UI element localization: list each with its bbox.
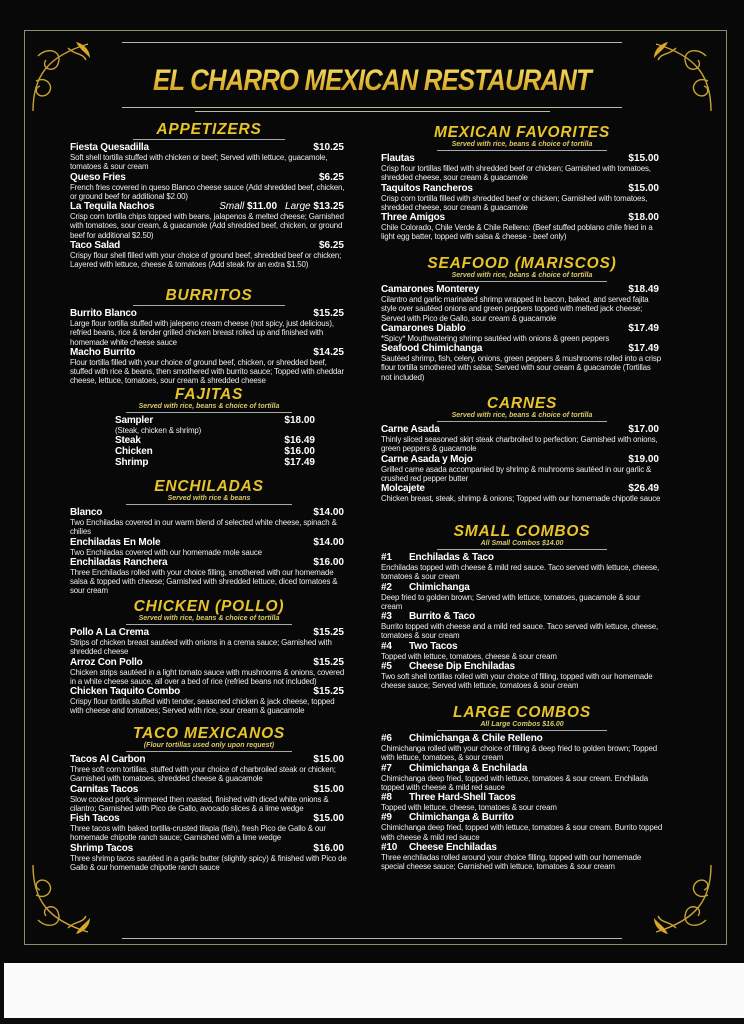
section-large-combos (381, 704, 663, 872)
menu-item (115, 446, 315, 457)
menu-item (381, 323, 663, 343)
item-name-text: Cheese Dip Enchiladas (409, 661, 515, 673)
item-name (381, 284, 663, 295)
section-heading: MEXICAN FAVORITES (433, 124, 611, 141)
item-description: Chimichanga rolled with your choice of filling & deep fried to golden brown; Topped with lettuce, tomatoes, & sour cream (381, 744, 658, 763)
section-heading: CARNES (486, 395, 558, 412)
item-description: Strips of chicken breast sautéed with onions in a crema sauce; Garnished with shredded cheese (70, 638, 332, 657)
section-divider (133, 305, 286, 306)
menu-item (70, 507, 348, 537)
section-subtitle: All Small Combos $14.00 (480, 540, 564, 547)
page-edge (4, 963, 744, 1018)
menu-item (70, 686, 348, 716)
item-price: $14.00 (313, 507, 344, 518)
item-name-text: Burrito & Taco (409, 611, 475, 623)
menu-item (70, 142, 348, 172)
item-description: Sautéed shrimp, fish, celery, onions, green peppers & mushrooms rolled into a crisp flour tortilla smothered with salsa; Served with sour cream & guacamole (Tortillas not included) (381, 354, 661, 382)
item-name (70, 347, 348, 358)
item-price-options (219, 201, 344, 212)
section-subtitle: Served with rice, beans & choice of tortilla (138, 615, 280, 622)
menu-item (381, 153, 663, 183)
menu-item (381, 343, 663, 382)
item-name (381, 454, 663, 465)
section-subtitle: (Flour tortillas used only upon request) (143, 742, 275, 749)
item-description: Enchiladas topped with cheese & mild red sauce. Taco served with lettuce, cheese, tomatoes & sour cream (381, 563, 660, 582)
section-divider (437, 730, 606, 731)
item-description: Two Enchiladas covered in our warm blend of selected white cheese, spinach & chilies (70, 518, 337, 537)
item-name-text: Enchiladas & Taco (409, 552, 494, 563)
section-appetizers (70, 121, 348, 270)
item-name (381, 763, 663, 774)
menu-item (381, 582, 663, 612)
menu-item (381, 212, 663, 242)
menu-item (381, 763, 663, 793)
item-price: $16.49 (284, 435, 315, 447)
item-name-text: Chicken (115, 446, 153, 458)
section-heading: LARGE COMBOS (453, 704, 591, 721)
item-description: (Steak, chicken & shrimp) (115, 426, 202, 435)
section-enchiladas (70, 478, 348, 596)
item-name (70, 240, 348, 251)
menu-item (70, 347, 348, 386)
item-name (381, 661, 663, 672)
menu-item (70, 308, 348, 347)
item-name-text: Shrimp Tacos (70, 842, 133, 854)
menu-item (381, 641, 663, 661)
item-name-text: Fish Tacos (70, 813, 120, 825)
price-large-price: $13.25 (313, 201, 344, 213)
menu-item (70, 557, 348, 596)
item-name (70, 142, 348, 153)
item-name (381, 641, 663, 652)
item-name (381, 343, 663, 354)
menu-item (70, 754, 348, 784)
item-name-text: Blanco (70, 507, 103, 518)
section-subtitle: Served with rice & beans (167, 495, 251, 502)
section-heading: SEAFOOD (MARISCOS) (427, 255, 617, 272)
menu-item (381, 183, 663, 213)
item-name-text: Three Amigos (381, 212, 445, 224)
item-name-text: Chicken Taquito Combo (70, 686, 181, 698)
item-description: Chile Colorado, Chile Verde & Chile Relleno: (Beef stuffed poblano chile fried in a light egg batter, topped with salsa & cheese - beef only) (381, 223, 653, 242)
menu-item (70, 537, 348, 557)
menu-item (70, 172, 348, 202)
item-name-text: Enchiladas En Mole (70, 536, 161, 548)
section-favorites (381, 124, 663, 242)
item-price: $18.49 (628, 284, 659, 295)
item-description: Burrito topped with cheese and a mild red sauce. Taco served with lettuce, cheese, tomatoes & sour cream (381, 622, 659, 641)
combo-number: #4 (381, 640, 392, 652)
item-name (70, 557, 348, 568)
item-name (381, 552, 663, 563)
item-price: $15.00 (628, 182, 659, 194)
section-burritos (70, 287, 348, 386)
item-name-text: Carnitas Tacos (70, 783, 139, 795)
item-price: $15.25 (313, 627, 344, 638)
restaurant-title: EL CHARRO MEXICAN RESTAURANT (52, 64, 692, 98)
combo-number: #5 (381, 661, 392, 673)
item-price: $19.00 (628, 453, 659, 465)
item-name-text: Queso Fries (70, 171, 126, 183)
menu-item (70, 201, 348, 240)
menu-item (381, 842, 663, 872)
section-divider (126, 412, 293, 413)
item-name (70, 627, 348, 638)
section-divider (126, 751, 293, 752)
item-name-text: Carne Asada y Mojo (381, 453, 473, 465)
menu-item (381, 812, 663, 842)
combo-number: #1 (381, 552, 392, 563)
combo-number: #9 (381, 812, 392, 824)
item-name (70, 172, 348, 183)
menu-item (70, 843, 348, 873)
item-description: Grilled carne asada accompanied by shrimp & muhrooms sautéed in our garlic & crushed red pepper butter (381, 464, 652, 483)
combo-number: #10 (381, 842, 398, 854)
section-divider (437, 421, 606, 422)
item-price: $16.00 (313, 556, 344, 568)
item-price: $15.25 (313, 686, 344, 698)
item-name (381, 812, 663, 823)
section-subtitle: Served with rice, beans & choice of tortilla (451, 272, 593, 279)
item-description: Crisp flour tortillas filled with shredded beef or chicken; Garnished with tomatoes, shredded cheese, sour cream & guacamole (381, 164, 651, 183)
item-price: $15.00 (313, 754, 344, 765)
menu-item (115, 435, 315, 446)
item-description: Three Enchiladas rolled with your choice filling, smothered with our homemade salsa & topped with cheese; Garnished with shredded lettuce, diced tomatoes & sour cream (70, 567, 338, 596)
item-price: $6.25 (318, 240, 344, 252)
item-name-text: Pollo A La Crema (70, 627, 149, 638)
item-name-text: Arroz Con Pollo (70, 656, 143, 668)
item-name (381, 424, 663, 435)
section-small-combos (381, 523, 663, 691)
item-description: Chicken strips sautéed in a light tomato sauce with mushrooms & onions, covered in a white cheese sauce, all over a bed of rice (refried beans not included) (70, 667, 345, 686)
item-description: Slow cooked pork, simmered then roasted, finished with diced white onions & cilantro; Garnished with Pico de Gallo, avocado slices & a lime wedge (70, 794, 329, 813)
item-name-text: Chimichanga & Burrito (409, 812, 514, 824)
item-price: $15.00 (628, 153, 659, 164)
menu-item (70, 627, 348, 657)
item-name (381, 183, 663, 194)
item-name (70, 843, 348, 854)
item-description: Deep fried to golden brown; Served with lettuce, tomatoes, guacamole & sour cream (381, 592, 641, 611)
menu-item (115, 457, 315, 468)
item-name (70, 657, 348, 668)
section-heading: ENCHILADAS (154, 478, 264, 495)
item-description: Two Enchiladas covered with our homemade mole sauce (70, 547, 262, 557)
item-name-text: Chimichanga & Chile Relleno (409, 733, 543, 744)
top-rule (122, 42, 622, 43)
item-name-text: Tacos Al Carbon (70, 754, 146, 765)
item-name-text: Three Hard-Shell Tacos (409, 792, 516, 804)
item-name-text: Taquitos Rancheros (381, 182, 473, 194)
item-name-text: Steak (115, 435, 141, 447)
section-chicken (70, 598, 348, 716)
item-name (381, 842, 663, 853)
section-subtitle: Served with rice, beans & choice of tortilla (451, 141, 593, 148)
section-heading: FAJITAS (174, 386, 244, 403)
item-description: Crisp corn tortilla chips topped with beans, jalapenos & melted cheese; Garnished with tomatoes, sour cream, & guacamole (Add shredded beef, chicken, or ground beef for additional $2.50) (70, 212, 344, 240)
item-name (70, 686, 348, 697)
menu-item (381, 733, 663, 763)
price-small-label: Small (219, 201, 245, 213)
item-name-text: Chimichanga & Enchilada (409, 762, 528, 774)
menu-item (381, 454, 663, 484)
item-description: Two soft shell tortillas rolled with your choice of filling, topped with our homemade cheese sauce; Served with lettuce, tomatoes & sour cream (381, 672, 653, 691)
item-name-text: Camarones Diablo (381, 322, 466, 334)
corner-ornament-icon (636, 860, 716, 940)
item-price: $15.00 (313, 813, 344, 825)
item-name (381, 483, 663, 494)
title-rule-short (195, 111, 550, 112)
item-description: French fries covered in queso Blanco cheese sauce (Add shredded beef, chicken, or ground beef for additional $2.00) (70, 182, 345, 201)
combo-number: #6 (381, 733, 392, 744)
item-name (381, 323, 663, 334)
item-description: Crisp corn tortilla filled with shredded beef or chicken; Garnished with tomatoes, shredded cheese, sour cream & guacamole (381, 193, 648, 212)
item-description: Crispy flour tortilla stuffed with tender, seasoned chicken & jack cheese, topped with cheese and tomatoes; Served with rice, sour cream & guacamole (70, 697, 335, 716)
section-heading: SMALL COMBOS (453, 523, 591, 540)
item-price: $16.00 (284, 446, 315, 458)
section-subtitle: All Large Combos $16.00 (480, 721, 564, 728)
item-name-text: Sampler (115, 415, 154, 426)
item-name (381, 582, 663, 593)
item-name-text: Fiesta Quesadilla (70, 142, 149, 153)
item-name (70, 813, 348, 824)
item-description: Three tacos with baked tortilla-crusted tilapia (fish), fresh Pico de Gallo & our homemade chipotle ranch sauce; Garnished with a lime wedge (70, 824, 326, 843)
item-price: $15.25 (313, 656, 344, 668)
menu-item (70, 240, 348, 270)
item-description: Large flour tortilla stuffed with jalepeno cream cheese (not spicy, just delicious), refried beans, rice & tender grilled chicken breast rolled up and finished with homemade white cheese sauce (70, 319, 334, 347)
item-description: Chicken breast, steak, shrimp & onions; Topped with our homemade chipotle sauce (381, 494, 661, 504)
item-name (70, 784, 348, 795)
item-name (70, 507, 348, 518)
item-description: Topped with lettuce, tomatoes, cheese & sour cream (381, 651, 557, 661)
item-name-text: Chimichanga (409, 581, 470, 593)
section-subtitle: Served with rice, beans & choice of tortilla (451, 412, 593, 419)
item-price: $18.00 (284, 415, 315, 426)
menu-item (115, 415, 315, 435)
combo-number: #3 (381, 611, 392, 623)
item-price: $14.00 (313, 536, 344, 548)
section-heading: TACO MEXICANOS (132, 725, 286, 742)
item-name-text: Cheese Enchiladas (409, 842, 497, 854)
section-heading: APPETIZERS (156, 121, 262, 138)
bottom-rule (122, 938, 622, 939)
item-name-text: Macho Burrito (70, 346, 136, 358)
item-price: $17.49 (284, 457, 315, 469)
item-name-text: Shrimp (115, 457, 149, 469)
item-price: $15.25 (313, 308, 344, 319)
item-description: Flour tortilla filled with your choice of ground beef, chicken, or shredded beef, stuffed with rice & beans, then smothered with burrito sauce; Topped with cheddar cheese, lettuce, tomatoes, sour cream & shredded cheese (70, 357, 344, 386)
price-large-label: Large (285, 201, 311, 213)
item-name-text: Carne Asada (381, 424, 440, 435)
item-description: Topped with lettuce, cheese, tomatoes & sour cream (381, 803, 557, 813)
item-description: Three shrimp tacos sautéed in a garlic butter (slightly spicy) & finished with Pico de Gallo & our homemade chipotle ranch sauce (70, 853, 347, 873)
item-price: $26.49 (628, 483, 659, 495)
item-description: Chimichanga deep fried, topped with lettuce, tomatoes & sour cream. Enchilada topped with cheese & mild red sauce (381, 773, 648, 792)
combo-number: #2 (381, 581, 392, 593)
price-small-price: $11.00 (247, 201, 278, 213)
section-divider (437, 549, 606, 550)
section-subtitle: Served with rice, beans & choice of tortilla (138, 403, 280, 410)
section-fajitas (70, 386, 348, 468)
section-divider (126, 504, 293, 505)
item-name (70, 308, 348, 319)
item-name (70, 754, 348, 765)
item-description: Three soft corn tortillas, stuffed with your choice of charbroiled steak or chicken; Garnished with tomatoes, shredded cheese & guacamole (70, 765, 336, 784)
item-description: Chimichanga deep fried, topped with lettuce, tomatoes & sour cream. Burrito topped with cheese & mild red sauce (381, 823, 663, 842)
section-heading: CHICKEN (POLLO) (133, 598, 285, 615)
menu-item (381, 284, 663, 323)
menu-item (381, 483, 663, 503)
combo-number: #8 (381, 792, 392, 804)
item-description: *Spicy* Mouthwatering shrimp sautéed with onions & green peppers (381, 333, 610, 343)
item-description: Cilantro and garlic marinated shrimp wrapped in bacon, baked, and served fajita style over sautéed onions and green peppers topped with melted jack cheese; Served with Pico de Gallo, sour cream & guacamole (381, 295, 649, 323)
item-price: $14.25 (313, 346, 344, 358)
item-name (381, 611, 663, 622)
item-description: Thinly sliced seasoned skirt steak charbroiled to perfection; Garnished with onions, green peppers & guacamole (381, 435, 658, 454)
menu-item (70, 784, 348, 814)
item-name (381, 153, 663, 164)
item-description: Crispy flour shell filled with your choice of ground beef, shredded beef or chicken; Layered with lettuce, cheese & tomatoes (Add steak for an extra $1.50) (70, 251, 342, 270)
section-tacos (70, 725, 348, 872)
section-seafood (381, 255, 663, 382)
section-divider (126, 624, 293, 625)
menu-item (381, 424, 663, 454)
item-price: $17.49 (628, 343, 659, 355)
item-name-text: Camarones Monterey (381, 284, 480, 295)
item-name (381, 733, 663, 744)
section-divider (133, 139, 286, 140)
menu-item (381, 661, 663, 691)
item-price: $15.00 (313, 783, 344, 795)
item-description: Soft shell tortilla stuffed with chicken or beef; Served with lettuce, guacamole, tomatoes & sour cream (70, 153, 328, 172)
item-name (70, 537, 348, 548)
item-price: $10.25 (313, 142, 344, 153)
item-name-text: Flautas (381, 153, 415, 164)
item-name-text: Taco Salad (70, 240, 121, 252)
item-name-text: Seafood Chimichanga (381, 343, 483, 355)
combo-number: #7 (381, 762, 392, 774)
menu-item (381, 792, 663, 812)
item-name-text: Molcajete (381, 483, 425, 495)
item-name-text: Enchiladas Ranchera (70, 556, 168, 568)
item-price: $17.00 (628, 424, 659, 435)
item-name-text: Burrito Blanco (70, 308, 137, 319)
item-price: $18.00 (628, 212, 659, 224)
menu-item (70, 813, 348, 843)
menu-item (70, 657, 348, 687)
section-carnes (381, 395, 663, 503)
menu-item (381, 552, 663, 582)
section-divider (437, 281, 606, 282)
menu-item (381, 611, 663, 641)
item-price: $6.25 (318, 171, 344, 183)
section-divider (437, 150, 606, 151)
item-name (381, 792, 663, 803)
item-price: $16.00 (313, 842, 344, 854)
item-name-text: Two Tacos (409, 640, 458, 652)
item-price: $17.49 (628, 322, 659, 334)
item-description: Three enchiladas rolled around your choice filling, topped with our homemade special cheese sauce; Garnished with lettuce, tomatoes & sour cream (381, 853, 642, 872)
item-name-text: La Tequila Nachos (70, 201, 155, 213)
section-heading: BURRITOS (165, 287, 253, 304)
item-name (381, 212, 663, 223)
title-rule (122, 107, 622, 108)
